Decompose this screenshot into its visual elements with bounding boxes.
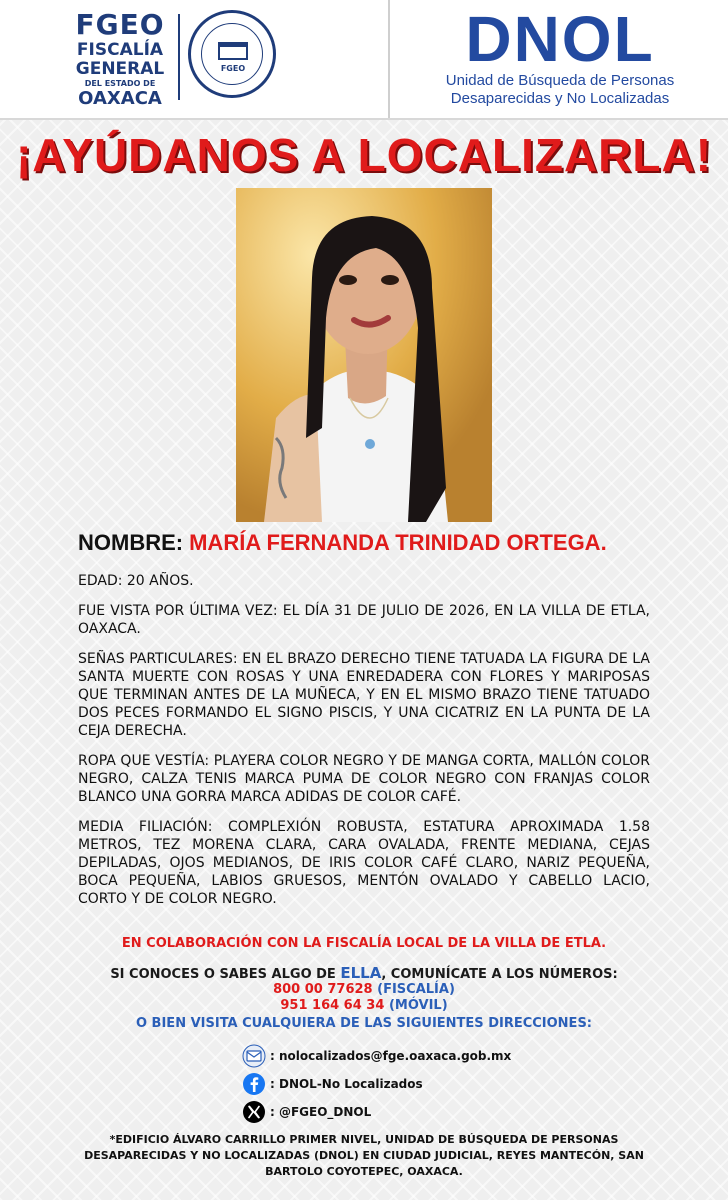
header-banner bbox=[0, 0, 728, 120]
facebook-page[interactable]: : DNOL-No Localizados bbox=[270, 1077, 423, 1091]
page-headline: ¡AYÚDANOS A LOCALIZARLA! bbox=[15, 129, 713, 181]
facebook-icon bbox=[242, 1072, 266, 1096]
contact-prompt-highlight: ELLA bbox=[340, 964, 382, 982]
fgeo-line-fiscalia: FISCALÍA bbox=[76, 40, 164, 60]
x-logo-icon bbox=[242, 1100, 266, 1124]
phone-fiscalia-label: (FISCALÍA) bbox=[377, 982, 455, 997]
dnol-subtitle-line1: Unidad de Búsqueda de Personas bbox=[445, 72, 675, 89]
visit-directions-text: O BIEN VISITA CUALQUIERA DE LAS SIGUIENTES DIRECCIONES: bbox=[135, 1016, 592, 1031]
dnol-logo-title: DNOL bbox=[465, 3, 655, 75]
age-text: EDAD: 20 AÑOS. bbox=[78, 573, 194, 589]
last-seen-text: FUE VISTA POR ÚLTIMA VEZ: EL DÍA 31 DE JULIO DE 2026, EN LA VILLA DE ETLA, OAXACA. bbox=[78, 603, 650, 637]
contact-prompt-before: SI CONOCES O SABES ALGO DE bbox=[110, 967, 341, 982]
distinguishing-marks-text: SEÑAS PARTICULARES: EN EL BRAZO DERECHO TIENE TATUADA LA FIGURA DE LA SANTA MUERTE CON ROSAS Y UNA ENREDADERA CON FLORES Y MARIPOSAS QUE TERMINAN ANTES DE LA MUÑECA, Y EN EL MISMO BRAZO TIENE TATUADO DOS PECES FORMANDO EL SIGNO PISCIS, Y UNA CICATRIZ EN LA PUNTA DE LA CEJA DERECHA. bbox=[78, 651, 650, 739]
fiscalia-seal-icon bbox=[188, 10, 276, 98]
missing-person-photo bbox=[236, 188, 492, 522]
email-icon bbox=[242, 1044, 266, 1068]
fgeo-logo bbox=[70, 8, 170, 108]
building-icon bbox=[218, 42, 248, 60]
person-details bbox=[78, 530, 650, 920]
phone-fiscalia[interactable] bbox=[0, 982, 728, 997]
header-divider bbox=[388, 0, 390, 118]
phone-movil-label: (MÓVIL) bbox=[388, 998, 448, 1013]
phone-movil[interactable] bbox=[0, 998, 728, 1013]
collaboration-note: EN COLABORACIÓN CON LA FISCALÍA LOCAL DE LA VILLA DE ETLA. bbox=[121, 936, 607, 951]
fgeo-acronym: FGEO bbox=[75, 8, 165, 41]
physical-description-text: MEDIA FILIACIÓN: COMPLEXIÓN ROBUSTA, ESTATURA APROXIMADA 1.58 METROS, TEZ MORENA CLARA, CARA OVALADA, FRENTE MEDIANA, CEJAS DEPILADAS, OJOS MEDIANOS, DE IRIS COLOR CAFÉ CLARO, NARIZ PEQUEÑA, BOCA PEQUEÑA, LABIOS GRUESOS, MENTÓN OVALADO Y CABELLO LACIO, CORTO Y DE COLOR NEGRO. bbox=[78, 819, 650, 907]
email-address[interactable]: : nolocalizados@fge.oaxaca.gob.mx bbox=[270, 1049, 512, 1063]
facebook-contact[interactable] bbox=[242, 1072, 423, 1096]
portrait-illustration bbox=[236, 188, 492, 522]
dnol-subtitle bbox=[400, 72, 720, 108]
email-contact[interactable] bbox=[242, 1044, 511, 1068]
contact-prompt-after: , COMUNÍCATE A LOS NÚMEROS: bbox=[381, 967, 618, 982]
person-name: MARÍA FERNANDA TRINIDAD ORTEGA. bbox=[189, 530, 607, 555]
seal-label: FGEO bbox=[220, 64, 246, 73]
clothing-text: ROPA QUE VESTÍA: PLAYERA COLOR NEGRO Y DE MANGA CORTA, MALLÓN COLOR NEGRO, CALZA TENIS MARCA PUMA DE COLOR NEGRO CON FRANJAS COLOR BLANCO UNA GORRA MARCA ADIDAS DE COLOR CAFÉ. bbox=[78, 753, 650, 805]
phone-fiscalia-number[interactable]: 800 00 77628 bbox=[273, 982, 373, 997]
name-line bbox=[78, 530, 650, 556]
contact-prompt bbox=[0, 964, 728, 982]
phone-movil-number[interactable]: 951 164 64 34 bbox=[280, 998, 385, 1013]
logo-divider bbox=[178, 14, 180, 100]
x-handle[interactable]: : @FGEO_DNOL bbox=[270, 1105, 372, 1119]
fgeo-line-estado: DEL ESTADO DE bbox=[84, 79, 156, 88]
dnol-subtitle-line2: Desaparecidas y No Localizadas bbox=[450, 90, 670, 107]
fgeo-line-oaxaca: OAXACA bbox=[78, 88, 162, 109]
fgeo-line-general: GENERAL bbox=[75, 59, 165, 79]
x-contact[interactable] bbox=[242, 1100, 371, 1124]
name-label: NOMBRE: bbox=[78, 530, 184, 555]
footer-address-note: *EDIFICIO ÁLVARO CARRILLO PRIMER NIVEL, UNIDAD DE BÚSQUEDA DE PERSONAS DESAPARECIDAS Y NO LOCALIZADAS (DNOL) EN CIUDAD JUDICIAL, REYES MANTECÓN, SAN BARTOLO COYOTEPEC, OAXACA. bbox=[84, 1133, 644, 1178]
